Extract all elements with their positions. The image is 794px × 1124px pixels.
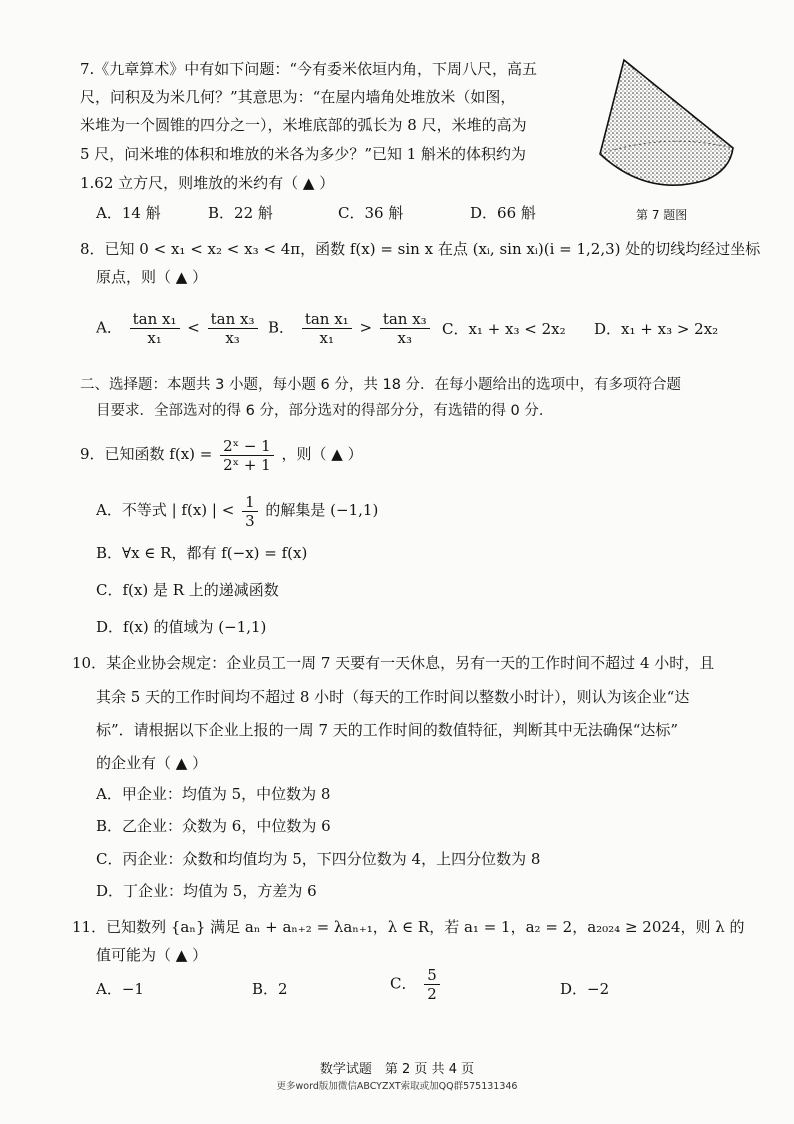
q7-option-b: B．22 斛 [208,204,273,222]
q11-option-c [390,966,443,1003]
q7-line-2: 尺，问积及为米几何？”其意思为：“在屋内墙角处堆放米（如图， [80,88,516,106]
q8-option-b [268,310,433,347]
q7-line-5: 1.62 立方尺，则堆放的米约有（ ▲ ） [80,174,335,192]
q11-option-b: B．2 [252,980,288,998]
q11-option-a: A．−1 [96,980,144,998]
q9-function-fraction: $\frac{\text{2ˣ − 1}}{\text{2ˣ + 1}}$ [220,437,274,474]
q10-option-d: D．丁企业：均值为 5，方差为 6 [96,882,317,900]
q8-option-c: C．x₁ + x₃ < 2x₂ [442,320,566,338]
q11-option-c-fraction: $\frac{5}{2}$ [424,966,440,1003]
q7-line-4: 5 尺，问米堆的体积和堆放的米各为多少？”已知 1 斛米的体积约为 [80,145,527,163]
q8-option-a-fraction-2: $\frac{\text{tan x₃}}{\text{x₃}}$ [208,310,258,347]
q7-option-d: D．66 斛 [470,204,536,222]
footer-note: 更多word版加微信ABCYZXT索取或加QQ群575131346 [276,1081,518,1092]
rice-pile-figure [588,52,748,202]
q9-option-a [96,488,378,532]
q8-option-a-label: A． [96,318,122,337]
q8-option-a [96,310,261,347]
q9-option-c: C．f(x) 是 R 上的递减函数 [96,581,279,599]
q8-option-b-fraction-1: $\frac{\text{tan x₁}}{\text{x₁}}$ [302,310,352,347]
q10-line-3: 标”．请根据以下企业上报的一周 7 天的工作时间的数值特征，判断其中无法确保“达标” [96,721,679,739]
q10-option-a: A．甲企业：均值为 5，中位数为 8 [96,785,331,803]
q11-line-2: 值可能为（ ▲ ） [96,946,208,964]
q8-option-b-fraction-2: $\frac{\text{tan x₃}}{\text{x₃}}$ [380,310,430,347]
q11-line-1: 11．已知数列 {aₙ} 满足 aₙ + aₙ₊₂ = λaₙ₊₁，λ ∈ R，若 a₁ = 1，a₂ = 2，a₂₀₂₄ ≥ 2024，则 λ 的 [72,918,745,936]
q9-stem [80,432,363,476]
q11-option-d: D．−2 [560,980,610,998]
section-2-line-2: 目要求．全部选对的得 6 分，部分选对的得部分分，有选错的得 0 分． [96,403,554,419]
q8-stem-line-2: 原点，则（ ▲ ） [96,268,208,286]
section-2-line-1: 二、选择题：本题共 3 小题，每小题 6 分，共 18 分．在每小题给出的选项中，有多项符合题 [80,377,682,393]
q8-option-d: D．x₁ + x₃ > 2x₂ [594,320,719,338]
q11-option-c-label: C． [390,974,417,993]
q7-line-3: 米堆为一个圆锥的四分之一），米堆底部的弧长为 8 尺，米堆的高为 [80,116,527,134]
q7-option-a: A．14 斛 [96,204,161,222]
q8-stem-line-1: 8．已知 0 < x₁ < x₂ < x₃ < 4π，函数 f(x) = sin x 在点 (xᵢ, sin xᵢ)(i = 1,2,3) 处的切线均经过坐标 [80,240,761,258]
q10-option-b: B．乙企业：众数为 6，中位数为 6 [96,817,331,835]
q8-option-a-fraction-1: $\frac{\text{tan x₁}}{\text{x₁}}$ [130,310,180,347]
q9-option-a-suffix: 的解集是 (−1,1) [265,501,379,519]
q8-option-a-relation: < [187,318,200,337]
q10-option-c: C．丙企业：众数和均值均为 5，下四分位数为 4，上四分位数为 8 [96,850,541,868]
q9-option-a-fraction: $\frac{1}{3}$ [242,493,258,530]
q8-option-b-relation: > [359,318,373,337]
q9-option-b: B．∀x ∈ R，都有 f(−x) = f(x) [96,544,308,562]
q8-option-b-label: B． [268,318,295,337]
q7-line-1: 7.《九章算术》中有如下问题：“今有委米依垣内角，下周八尺，高五 [80,60,537,78]
q9-stem-suffix: ，则（ ▲ ） [281,445,363,463]
q10-line-4: 的企业有（ ▲ ） [96,754,208,772]
page-footer: 数学试题 第 2 页 共 4 页 [319,1062,475,1077]
q10-line-1: 10．某企业协会规定：企业员工一周 7 天要有一天休息，另有一天的工作时间不超过 4 小时，且 [72,654,715,672]
q9-option-a-prefix: A．不等式 | f(x) | < [96,501,235,519]
q10-line-2: 其余 5 天的工作时间均不超过 8 小时（每天的工作时间以整数小时计），则认为该企业“达 [96,688,690,706]
q9-option-d: D．f(x) 的值域为 (−1,1) [96,618,267,636]
q7-option-c: C．36 斛 [338,204,404,222]
q7-figure-caption: 第 7 题图 [636,208,688,222]
q9-stem-prefix: 9．已知函数 f(x) = [80,445,213,463]
